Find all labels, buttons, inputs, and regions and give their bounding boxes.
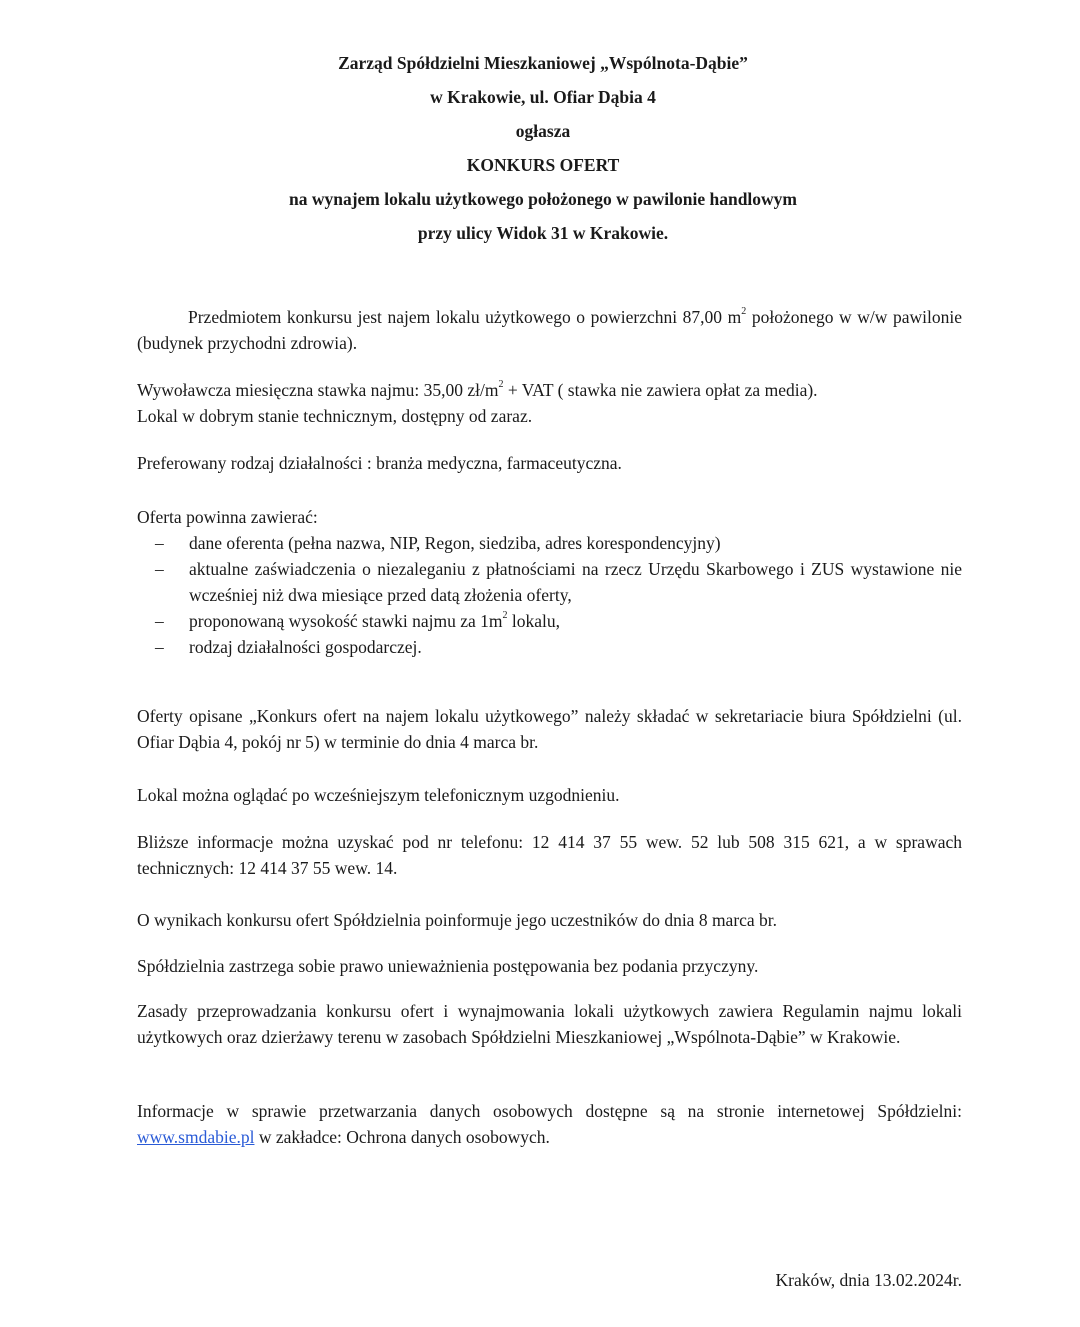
rules-paragraph: Zasady przeprowadzania konkursu ofert i wynajmowania lokali użytkowych zawiera Regulamin najmu lokali użytkowych oraz dzierżawy terenu w zasobach Spółdzielni Mieszkaniowej „Wspólnota-Dąbie” w Krakowie. bbox=[137, 1001, 962, 1047]
viewing-paragraph: Lokal można oglądać po wcześniejszym telefonicznym uzgodnieniu. bbox=[137, 785, 620, 805]
list-item bbox=[137, 556, 962, 608]
list-item-text: proponowaną wysokość stawki najmu za 1m bbox=[189, 611, 503, 631]
list-item-text: rodzaj działalności gospodarczej. bbox=[189, 637, 422, 657]
reservation-paragraph: Spółdzielnia zastrzega sobie prawo unieważnienia postępowania bez podania przyczyny. bbox=[137, 956, 759, 976]
rate-superscript: 2 bbox=[498, 379, 504, 391]
rate-paragraph bbox=[137, 377, 962, 429]
privacy-text-end: w zakładce: Ochrona danych osobowych. bbox=[254, 1127, 550, 1147]
list-item bbox=[137, 634, 962, 660]
list-item bbox=[137, 608, 962, 634]
condition-line: Lokal w dobrym stanie technicznym, dostępny od zaraz. bbox=[137, 406, 533, 426]
list-item-text: dane oferenta (pełna nazwa, NIP, Regon, siedziba, adres korespondencyjny) bbox=[189, 533, 721, 553]
header-location: przy ulicy Widok 31 w Krakowie. bbox=[417, 223, 669, 243]
intro-text: Przedmiotem konkursu jest najem lokalu użytkowego o powierzchni 87,00 m bbox=[188, 307, 742, 327]
rate-line bbox=[137, 377, 962, 403]
list-item-superscript: 2 bbox=[502, 610, 508, 622]
list-dash: – bbox=[155, 559, 164, 579]
header-address: w Krakowie, ul. Ofiar Dąbia 4 bbox=[430, 87, 656, 107]
preferred-activity: Preferowany rodzaj działalności : branża medyczna, farmaceutyczna. bbox=[137, 453, 622, 473]
header-subject: na wynajem lokalu użytkowego położonego w pawilonie handlowym bbox=[288, 189, 798, 209]
results-paragraph: O wynikach konkursu ofert Spółdzielnia poinformuje jego uczestników do dnia 8 marca br. bbox=[137, 910, 778, 930]
list-item bbox=[137, 530, 962, 556]
list-item-text: aktualne zaświadczenia o niezaleganiu z płatnościami na rzecz Urzędu Skarbowego i ZUS wystawione nie wcześniej niż dwa miesiące przed datą złożenia oferty, bbox=[189, 559, 962, 605]
offer-requirements-list bbox=[137, 530, 962, 660]
announcement-header bbox=[137, 46, 949, 250]
contact-paragraph: Bliższe informacje można uzyskać pod nr telefonu: 12 414 37 55 wew. 52 lub 508 315 621, a w sprawach technicznych: 12 414 37 55 wew. 14. bbox=[137, 832, 962, 878]
list-dash: – bbox=[155, 611, 164, 631]
submission-paragraph: Oferty opisane „Konkurs ofert na najem lokalu użytkowego” należy składać w sekretariacie biura Spółdzielni (ul. Ofiar Dąbia 4, pokój nr 5) w terminie do dnia 4 marca br. bbox=[137, 706, 962, 752]
document-date: Kraków, dnia 13.02.2024r. bbox=[775, 1270, 962, 1290]
header-announces: ogłasza bbox=[515, 121, 571, 141]
intro-text-end: położonego w w/w pawilonie (budynek przychodni zdrowia). bbox=[137, 307, 963, 353]
offer-heading: Oferta powinna zawierać: bbox=[137, 507, 318, 527]
list-dash: – bbox=[155, 533, 164, 553]
header-title: KONKURS OFERT bbox=[466, 155, 620, 175]
privacy-text: Informacje w sprawie przetwarzania danych osobowych dostępne są na stronie internetowej Spółdzielni: bbox=[137, 1101, 962, 1121]
rate-text-end: + VAT ( stawka nie zawiera opłat za media). bbox=[503, 380, 818, 400]
header-board-name: Zarząd Spółdzielni Mieszkaniowej „Wspólnota-Dąbie” bbox=[338, 53, 748, 73]
list-item-text-end: lokalu, bbox=[507, 611, 560, 631]
website-link[interactable]: www.smdabie.pl bbox=[137, 1127, 255, 1147]
list-dash: – bbox=[155, 637, 164, 657]
intro-paragraph bbox=[137, 304, 962, 356]
rate-text: Wywoławcza miesięczna stawka najmu: 35,00 zł/m bbox=[137, 380, 499, 400]
privacy-paragraph bbox=[137, 1098, 962, 1150]
intro-superscript: 2 bbox=[741, 306, 747, 318]
